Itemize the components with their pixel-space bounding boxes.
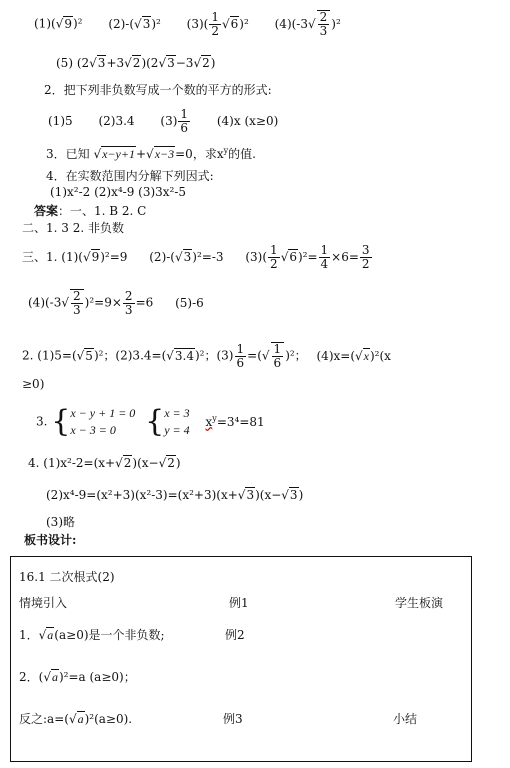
answers-heading: 答案 (34, 204, 59, 218)
board-row3: 2．(√a)²=a (a≥0)； (19, 670, 136, 684)
system-1: x − y + 1 = 0 x − 3 = 0 (70, 406, 136, 437)
q1-item-5: (5) (2√3+3√2)(2√3−3√2) (56, 56, 216, 70)
q2-item-4: (4)x (x≥0) (216, 114, 279, 128)
board-row2-col2: 例2 (225, 628, 245, 642)
q1-item-1: (1)(√9)² (34, 16, 83, 31)
answers-3-4: 4. (1)x²-2=(x+√2)(x−√2) (28, 456, 181, 470)
answers-3-4c: (3)略 (46, 515, 75, 529)
answers-3-1b: (4)(-3√ $\frac{2}{3}$ )²=9× $\frac{2}{3}$ =6 (5)-6 (28, 288, 204, 317)
answers-3-2: 2. (1)5=(√5)²；(2)3.4=(√3.4)²；(3) $\frac{1}{6}$ =(√ $\frac{1}{6}$ )²； (4)x=(√x)²(x (22, 341, 391, 370)
board-row2-col1: 1．√a(a≥0)是一个非负数; (19, 628, 165, 642)
answers-3-3: 3. { x − y + 1 = 0 x − 3 = 0 { x = 3 y = 4 $x^y=3^4=81$ (36, 404, 265, 439)
answers-3-4b: (2)x⁴-9=(x²+3)(x²-3)=(x²+3)(x+√3)(x−√3) (46, 488, 304, 502)
board-row4-col2: 例3 (223, 712, 243, 726)
board-title: 16.1 二次根式(2) (19, 570, 115, 584)
q2-items (48, 108, 278, 135)
q2-item-3: (3) $\frac{1}{6}$ (160, 107, 189, 135)
answers-part2: 二、1. 3 2. 非负数 (22, 221, 124, 235)
board-row1-col1: 情境引入 (19, 596, 68, 610)
q2-item-2: (2)3.4 (98, 114, 135, 128)
q4-items: (1)x²-2 (2)x⁴-9 (3)3x²-5 (50, 185, 187, 199)
board-row1-col3: 学生板演 (395, 596, 444, 610)
q4-text: 4．在实数范围内分解下列因式: (46, 169, 214, 183)
q2-item-1: (1)5 (48, 114, 73, 128)
board-row4-col3: 小结 (393, 712, 418, 726)
q1-item-3: (3)( $\frac{1}{2}$ √6)² (186, 9, 249, 38)
system-2: x = 3 y = 4 (164, 406, 190, 437)
board-row4-col1: 反之:a=(√a)²(a≥0). (19, 712, 133, 726)
q1-item-2: (2)-(√3)² (108, 16, 161, 31)
board-row1-col2: 例1 (229, 596, 249, 610)
q1-items (34, 10, 341, 38)
board-box (10, 556, 472, 762)
answers-3-2b: ≥0) (22, 377, 45, 391)
board-heading: 板书设计: (24, 533, 77, 547)
q1-item-4: (4)(-3√ $\frac{2}{3}$ )² (274, 10, 341, 38)
answers-part1: 答案：一、1. B 2. C (34, 204, 147, 218)
answers-3-1: 三、1. (1)(√9)²=9 (2)-(√3)²=-3 (3)( $\frac{1}{2}$ √6)²= $\frac{1}{4}$ ×6= $\frac{3}{2}$ (22, 243, 370, 271)
q2-text: 2．把下列非负数写成一个数的平方的形式: (44, 83, 272, 97)
q3-text: 3．已知 √x−y+1+√x−3=0，求$x^y$的值. (46, 146, 256, 161)
